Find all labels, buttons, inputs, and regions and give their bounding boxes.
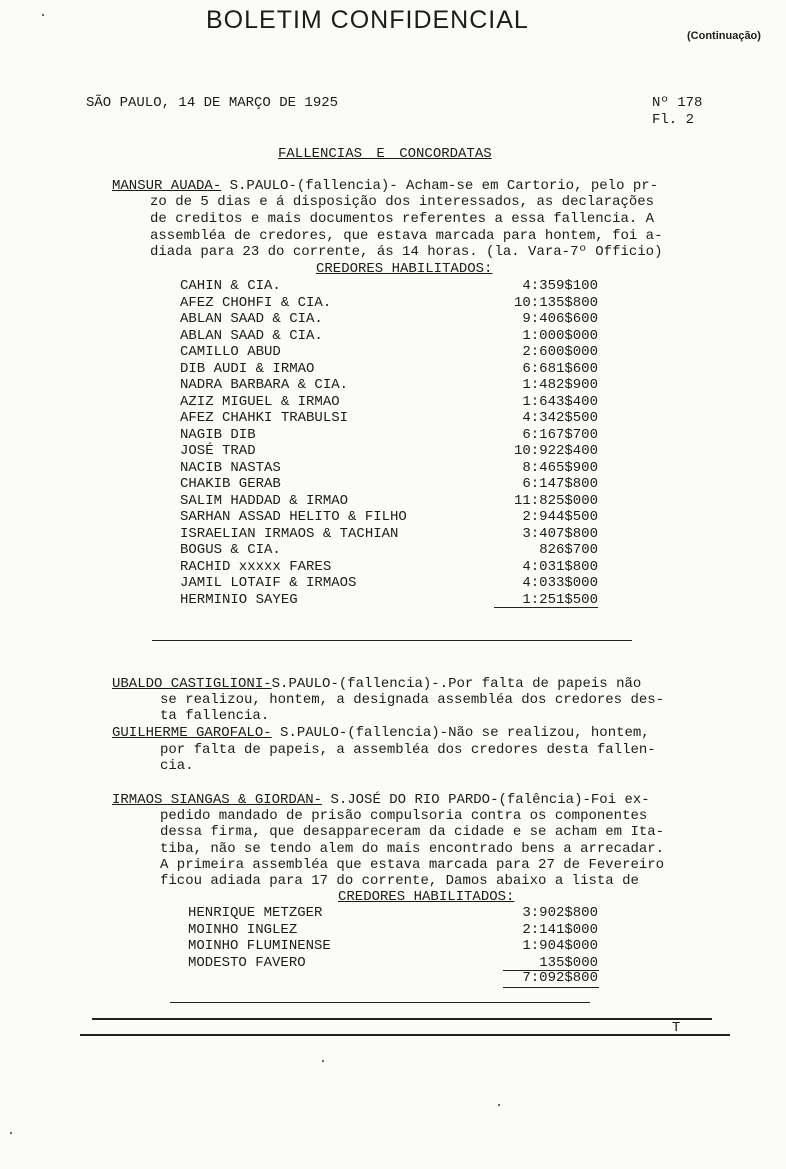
creditor-amount: 11:825$000 (513, 492, 598, 509)
scan-speck (42, 14, 44, 16)
creditor-amount: 8:465$900 (522, 459, 598, 476)
creditor-name: HENRIQUE METZGER (188, 905, 323, 921)
bulletin-number: Nº 178 (652, 95, 703, 111)
entry3-line: por falta de papeis, a assembléa dos credores desta fallen- (160, 742, 656, 758)
creditor-amount: 2:141$000 (522, 921, 598, 938)
creditor-name: SARHAN ASSAD HELITO & FILHO (180, 509, 407, 525)
page-rule-upper (92, 1018, 712, 1020)
creditor-name: HERMINIO SAYEG (180, 591, 298, 608)
entry4-creditors-heading: CREDORES HABILITADOS: (338, 889, 515, 905)
creditor-amount: 1:251$500 (522, 591, 598, 608)
entry2-line: S.PAULO-(fallencia)-.Por falta de papeis não (271, 676, 642, 692)
creditor-name: NADRA BARBARA & CIA. (180, 377, 349, 393)
creditor-amount: 6:681$600 (522, 360, 598, 377)
section-title: FALLENCIAS E CONCORDATAS (278, 146, 492, 162)
creditor-name: NACIB NASTAS (180, 459, 281, 476)
footer-mark: T (672, 1020, 681, 1036)
creditor-name: CHAKIB GERAB (180, 476, 281, 492)
entry1-creditors-underline (494, 607, 598, 608)
entry4-line: dessa firma, que desappareceram da cidade e se acham em Ita- (160, 824, 665, 840)
creditor-name: NAGIB DIB (180, 426, 256, 443)
entry2-line: ta fallencia. (160, 708, 270, 724)
creditor-name: MOINHO INGLEZ (188, 921, 298, 938)
entry3-line: S.PAULO-(fallencia)-Não se realizou, hontem, (271, 725, 650, 741)
entry3-first-line (112, 725, 650, 741)
creditor-name: SALIM HADDAD & IRMAO (180, 492, 349, 509)
entry4-line: tiba, não se tendo alem do mais encontrado bens a arrecadar. (160, 841, 665, 857)
creditor-amount: 2:600$000 (522, 344, 598, 360)
entry2-first-line (112, 676, 641, 692)
creditor-name: ABLAN SAAD & CIA. (180, 311, 323, 327)
creditor-name: DIB AUDI & IRMAO (180, 360, 315, 377)
creditor-name: ISRAELIAN IRMAOS & TACHIAN (180, 525, 399, 542)
creditor-amount: 4:342$500 (522, 410, 598, 426)
page-rule-lower (80, 1034, 730, 1036)
entry1-line: de creditos e mais documentos referentes a essa fallencia. A (150, 211, 655, 227)
creditor-amount: 6:147$800 (522, 476, 598, 492)
creditor-amount: 1:482$900 (522, 377, 598, 393)
creditor-amount: 2:944$500 (522, 509, 598, 525)
entry1-subject: MANSUR AUADA- (112, 178, 222, 194)
creditor-name: CAHIN & CIA. (180, 278, 281, 294)
entry4-total: 7:092$800 (522, 970, 598, 986)
creditor-name: AFEZ CHOHFI & CIA. (180, 294, 332, 311)
entry2-subject: UBALDO CASTIGLIONI- (112, 676, 272, 692)
entry4-total-underline (503, 987, 599, 988)
entry1-creditors-heading: CREDORES HABILITADOS: (316, 261, 493, 277)
creditor-amount: 826$700 (539, 542, 598, 558)
entry1-line: diada para 23 do corrente, ás 14 horas. (la. Vara-7º Officio) (150, 244, 663, 260)
creditor-amount: 4:031$800 (522, 558, 598, 575)
scan-speck (498, 1104, 500, 1106)
bulletin-title: BOLETIM CONFIDENCIAL (206, 6, 529, 34)
creditor-amount: 3:407$800 (522, 525, 598, 542)
scan-speck (10, 1132, 12, 1134)
creditor-name: JOSÉ TRAD (180, 443, 256, 459)
creditor-amount: 1:643$400 (522, 393, 598, 410)
creditor-name: CAMILLO ABUD (180, 344, 281, 360)
entry2-line: se realizou, hontem, a designada assembléa dos credores des- (160, 692, 665, 708)
entry4-line: A primeira assembléa que estava marcada para 27 de Fevereiro (160, 857, 665, 873)
creditor-name: AZIZ MIGUEL & IRMAO (180, 393, 340, 410)
entry1-line: assembléa de credores, que estava marcada para hontem, foi a- (150, 228, 663, 244)
creditor-amount: 3:902$800 (522, 905, 598, 921)
entry4-line: ficou adiada para 17 do corrente, Damos abaixo a lista de (160, 873, 639, 889)
creditor-name: MODESTO FAVERO (188, 954, 306, 971)
creditor-amount: 135$000 (539, 954, 598, 971)
closing-divider (170, 1002, 590, 1003)
creditor-name: BOGUS & CIA. (180, 542, 281, 558)
scan-speck (322, 1060, 324, 1062)
creditor-amount: 6:167$700 (522, 426, 598, 443)
entry1-line: zo de 5 dias e á disposição dos interessados, as declarações (150, 194, 655, 210)
sheet-number: Fl. 2 (652, 112, 695, 128)
continuation-label: (Continuação) (687, 30, 761, 42)
creditor-amount: 4:359$100 (522, 278, 598, 294)
entry1-first-line (112, 178, 658, 194)
creditor-amount: 4:033$000 (522, 575, 598, 591)
entry4-line: S.JOSÉ DO RIO PARDO-(falência)-Foi ex- (322, 792, 650, 808)
entry4-subject: IRMAOS SIANGAS & GIORDAN- (112, 792, 323, 808)
creditor-name: MOINHO FLUMINENSE (188, 938, 331, 954)
creditor-name: AFEZ CHAHKI TRABULSI (180, 410, 349, 426)
entry3-line: cia. (160, 758, 194, 774)
creditor-name: JAMIL LOTAIF & IRMAOS (180, 575, 357, 591)
creditor-amount: 10:135$800 (513, 294, 598, 311)
creditor-name: ABLAN SAAD & CIA. (180, 327, 323, 344)
creditor-amount: 9:406$600 (522, 311, 598, 327)
entry3-subject: GUILHERME GAROFALO- (112, 725, 272, 741)
creditor-name: RACHID xxxxx FARES (180, 558, 332, 575)
creditor-amount: 1:904$000 (522, 938, 598, 954)
section-divider (152, 640, 632, 641)
creditor-amount: 1:000$000 (522, 327, 598, 344)
place-date: SÃO PAULO, 14 DE MARÇO DE 1925 (86, 95, 339, 111)
entry4-line: pedido mandado de prisão compulsoria contra os componentes (160, 808, 648, 824)
entry4-first-line (112, 792, 650, 808)
creditor-amount: 10:922$400 (513, 443, 598, 459)
entry1-line: S.PAULO-(fallencia)- Acham-se em Cartorio, pelo pr- (221, 178, 659, 194)
